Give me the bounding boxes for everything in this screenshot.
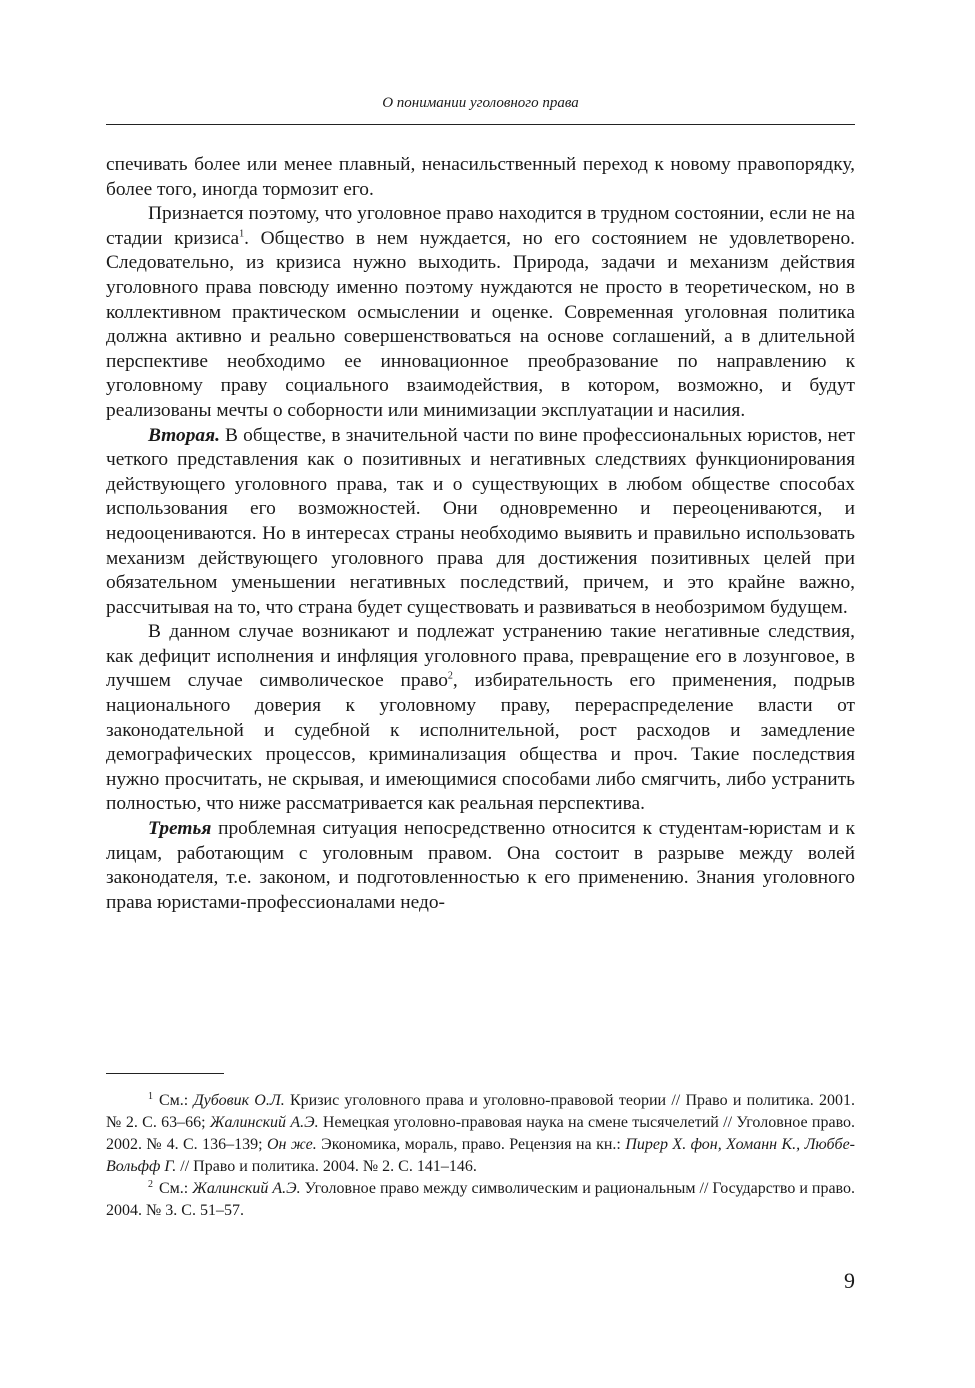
paragraph-3: Вторая. В обществе, в значительной части по вине профессиональных юристов, нет четкого представления как о позитивных и негативных следствиях функционирования действующего уголовного права, так и о существующих в любом обществе способах использования его возможностей. Они одновременно и переоцениваются, и недооцениваются. Но в интересах страны необходимо выявить и правильно использовать механизм действующего уголовного права для достижения позитивных целей при обязательном уменьшении негативных последствий, причем, и это крайне важно, рассчитывая на то, что страна будет существовать и развиваться в необозримом будущем. [106,424,855,618]
paragraph-5: Третья проблемная ситуация непосредственно относится к студентам-юристам и к лицам, работающим с уголовным правом. Она состоит в разрыве между волей законодателя, т.е. законом, и подготовленностью к его применению. Знания уголовного права юристами-профессионалами недо- [106,818,855,913]
footnote-ref-2[interactable]: 2 [447,671,453,682]
footnote-ref-1[interactable]: 1 [239,228,245,240]
footnote-rule [106,1073,224,1074]
paragraph-2: Признается поэтому, что уголовное право находится в трудном состоянии, если не на стадии кризиса$^1$. Общество в нем нуждается, но его состоянием не удовлетворено. Следовательно, из кризиса нужно выходить. Природа, задачи и механизм действия уголовного права повсюду именно поэтому нуждаются не просто в теоретическом, но в коллективном практическом осмыслении и оценке. Современная уголовная политика должна активно и реально совершенствоваться на основе соглашений, а в длительной перспективе необходимо ее инновационное преобразование по направлению к уголовному праву социального взаимодействия, в котором, возможно, и будут реализованы мечты о соборности или минимизации эксплуатации и насилия. [106,203,855,421]
running-head: О понимании уголовного права [382,95,579,111]
footnote-2: $^2$ См.: Жалинский А.Э. Уголовное право между символическим и рациональным // Государство и право. 2004. № 3. С. 51–57. [106,1178,856,1219]
footnote-mark-2: 2 [148,1178,153,1190]
lead-word-third: Третья [148,818,212,840]
main-text [106,153,855,915]
paragraph-1: спечивать более или менее плавный, ненасильственный переход к новому правопорядку, более того, иногда тормозит его. [106,154,855,200]
footnote-1: $^1$ См.: Дубовик О.Л. Кризис уголовного права и уголовно-правовой теории // Право и политика. 2001. № 2. С. 63–66; Жалинский А.Э. Немецкая уголовно-правовая наука на смене тысячелетий // Уголовное право. 2002. № 4. С. 136–139; Он же. Экономика, мораль, право. Рецензия на кн.: Пирер Х. фон, Хоманн К., Люббе-Вольфф Г. // Право и политика. 2004. № 2. С. 141–146. [106,1090,856,1175]
lead-word-second: Вторая. [148,424,220,446]
footnote-mark-1: 1 [148,1090,153,1102]
footnotes [106,1090,855,1222]
header-rule [106,124,855,125]
page-number: 9 [844,1268,855,1293]
paragraph-4: В данном случае возникают и подлежат устранению такие негативные следствия, как дефицит исполнения и инфляция уголовного права, превращение его в лозунговое, в лучшем случае символическое право$^2$, избирательность его применения, подрыв национального доверия к уголовному праву, перераспределение власти от законодательной и судебной к исполнительной, рост расходов и замедление демографических процессов, криминализация общества и проч. Такие последствия нужно просчитать, не скрывая, и имеющимися способами либо смягчить, либо устранить полностью, что ниже рассматривается как реальная перспектива. [106,621,855,815]
